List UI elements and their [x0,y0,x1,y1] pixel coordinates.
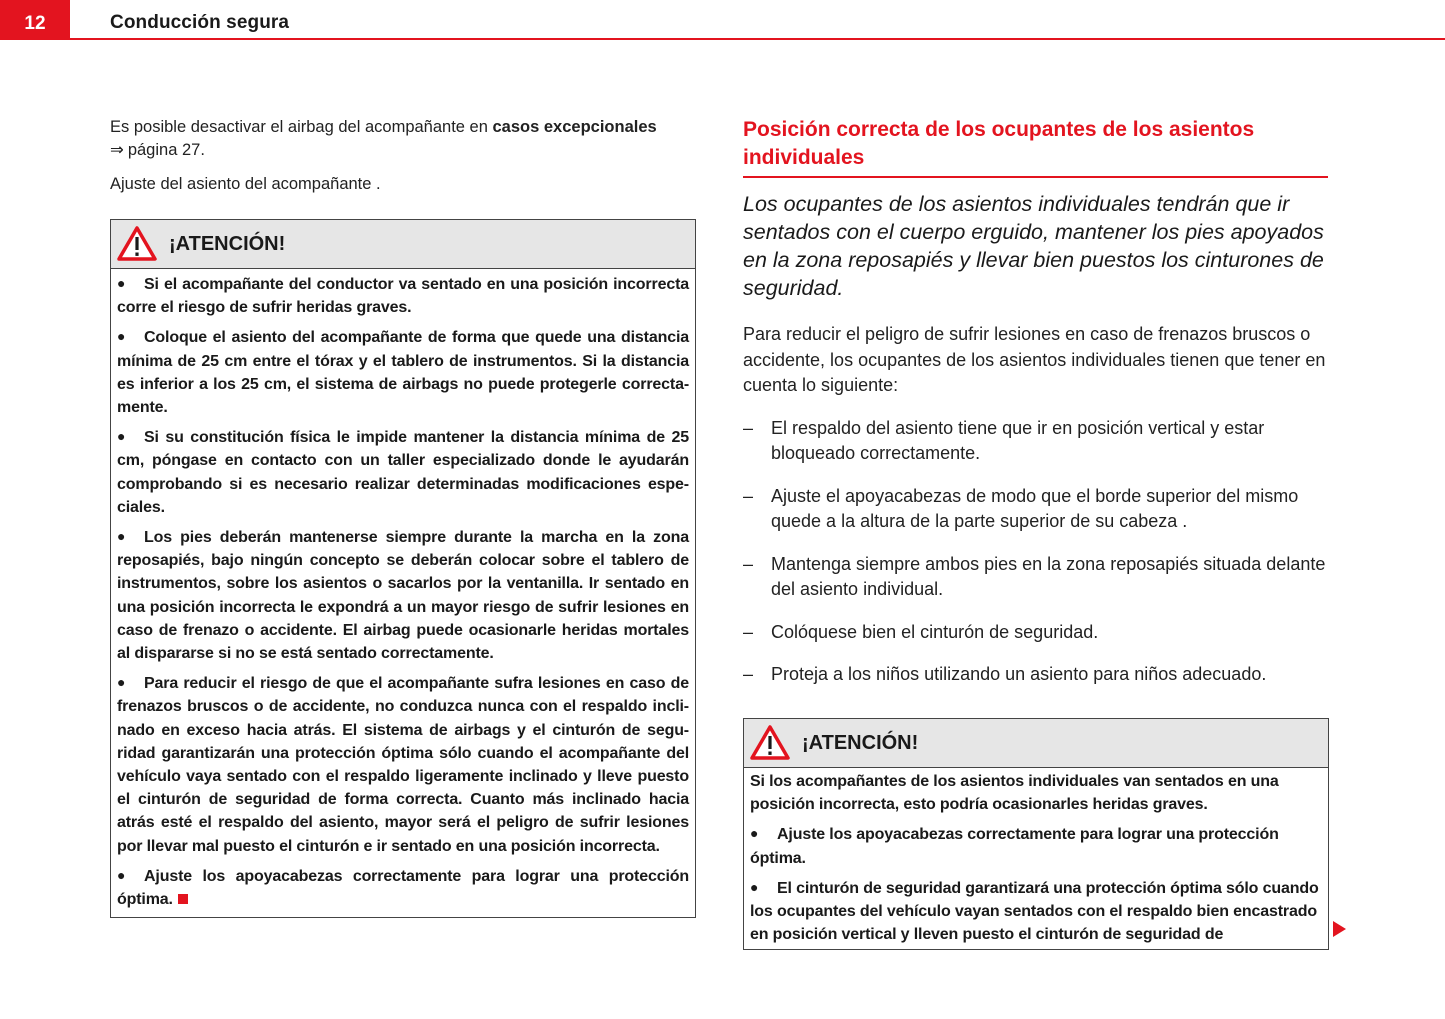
warning-item: ● Los pies deberán mantenerse siempre durante la marcha en la zona reposapiés, bajo ningún concepto se deberán colocar sobre el tablero de instrumentos, sobre los asientos o sacarlos por la ventanilla. Ir sentado en una posición incorrecta le expondrá a un mayor riesgo de sufrir lesiones en caso de frenazo o accidente. El airbag puede ocasionarle heridas mortales al dispararse si no se está sentado correctamente. [117,525,689,665]
warning-item: ● Si el acompañante del conductor va sentado en una posición incorrecta corre el riesgo de sufrir heridas graves. [117,272,689,319]
dash-icon: – [743,664,754,684]
header-divider [70,38,1445,40]
right-column [743,116,1328,705]
bullet-icon: ● [117,674,126,691]
bullet-icon: ● [117,528,126,545]
chapter-title: Conducción segura [110,12,290,33]
instructions-list [743,416,1328,688]
warning-header [111,220,695,269]
section-body: Para reducir el peligro de sufrir lesiones en caso de frenazos bruscos o accidente, los ocupantes de los asientos individuales tienen que tener en cuenta lo siguiente: [743,324,1326,395]
dash-icon: – [743,485,754,506]
warning-triangle-icon [117,226,157,262]
warning-header [744,719,1328,768]
bullet-icon: ● [750,878,759,895]
section-intro: Los ocupantes de los asientos individuales tendrán que ir sentados con el cuerpo erguido, mantener los pies apoyados en la zona reposapiés y llevar bien puestos los cinturones de seguridad. [743,192,1324,300]
page-number: 12 [0,0,70,40]
warning-item: ● Si su constitución física le impide mantener la distancia mínima de 25 cm, póngase en contacto con un taller especializado donde le ayudarán comprobando si es necesario realizar determinadas modificaciones espe-ciales. [117,425,689,519]
page-reference-link[interactable]: página 27. [127,141,205,159]
list-item: – Colóquese bien el cinturón de seguridad. [743,620,1328,646]
section-end-square-icon [178,894,188,904]
bullet-icon: ● [117,428,126,445]
dash-icon: – [743,621,754,642]
warning-triangle-icon [750,725,790,761]
para-text: Es posible desactivar el airbag del acompañante en [110,118,493,136]
warning-title: ¡ATENCIÓN! [169,232,286,255]
dash-icon: – [743,417,754,438]
list-item: – El respaldo del asiento tiene que ir en posición vertical y estar bloqueado correctamente. [743,417,1265,463]
warning-box-right [743,718,1329,950]
reference-arrow-icon: ⇒ [110,141,124,159]
warning-item: ● Coloque el asiento del acompañante de forma que quede una distancia mínima de 25 cm entre el tórax y el tablero de instrumentos. Si la distancia es inferior a los 25 cm, el sistema de airbags no puede protegerle correcta-mente. [117,325,689,419]
continue-arrow-icon [1333,921,1346,937]
bullet-icon: ● [117,328,126,345]
warning-item: ● El cinturón de seguridad garantizará una protección óptima sólo cuando los ocupantes del vehículo vayan sentados con el respaldo bien encastrado en posición vertical y lleven puesto el cinturón de seguridad de [750,876,1322,947]
warning-item: ● Para reducir el riesgo de que el acompañante sufra lesiones en caso de frenazos bruscos o de accidente, no conduzca nunca con el respaldo incli-nado en exceso hacia atrás. El sistema de airbags y el cinturón de segu-ridad garantizarán una protección óptima sólo cuando el acompañante del vehículo vaya sentado con el respaldo ligeramente inclinado y lleve puesto el cinturón de seguridad de forma correcta. Cuanto más inclinado hacia atrás esté el respaldo del asiento, mayor será el peligro de sufrir lesiones por llevar mal puesto el cinturón e ir sentado en una posición incorrecta. [117,671,689,858]
warning-body [744,768,1328,949]
bullet-icon: ● [117,866,126,883]
page-header [0,0,1445,41]
warning-lead: Si los acompañantes de los asientos individuales van sentados en una posición incorrecta, esto podría ocasionarles heridas graves. [750,773,1279,814]
warning-body [111,269,695,917]
list-item: – Mantenga siempre ambos pies en la zona reposapiés situada delante del asiento individual. [743,553,1326,599]
bullet-icon: ● [117,275,126,291]
warning-item: ● Ajuste los apoyacabezas correctamente para lograr una protección óptima. [117,864,689,911]
airbag-deactivation-paragraph [110,116,696,162]
left-column [110,116,696,918]
list-item: – Proteja a los niños utilizando un asiento para niños adecuado. [743,662,1328,688]
dash-icon: – [743,553,754,574]
warning-item: ● Ajuste los apoyacabezas correctamente para lograr una protección óptima. [750,822,1322,869]
bullet-icon: ● [750,825,759,842]
warning-box-left [110,219,696,918]
warning-title: ¡ATENCIÓN! [802,731,919,754]
section-divider [743,176,1328,178]
list-item: – Ajuste el apoyacabezas de modo que el borde superior del mismo quede a la altura de la parte superior de su cabeza . [743,485,1299,531]
para-bold: casos excepcionales [492,118,657,136]
seat-adjust-paragraph: Ajuste del asiento del acompañante . [110,175,381,193]
section-title: Posición correcta de los ocupantes de los asientos individuales [743,118,1255,169]
